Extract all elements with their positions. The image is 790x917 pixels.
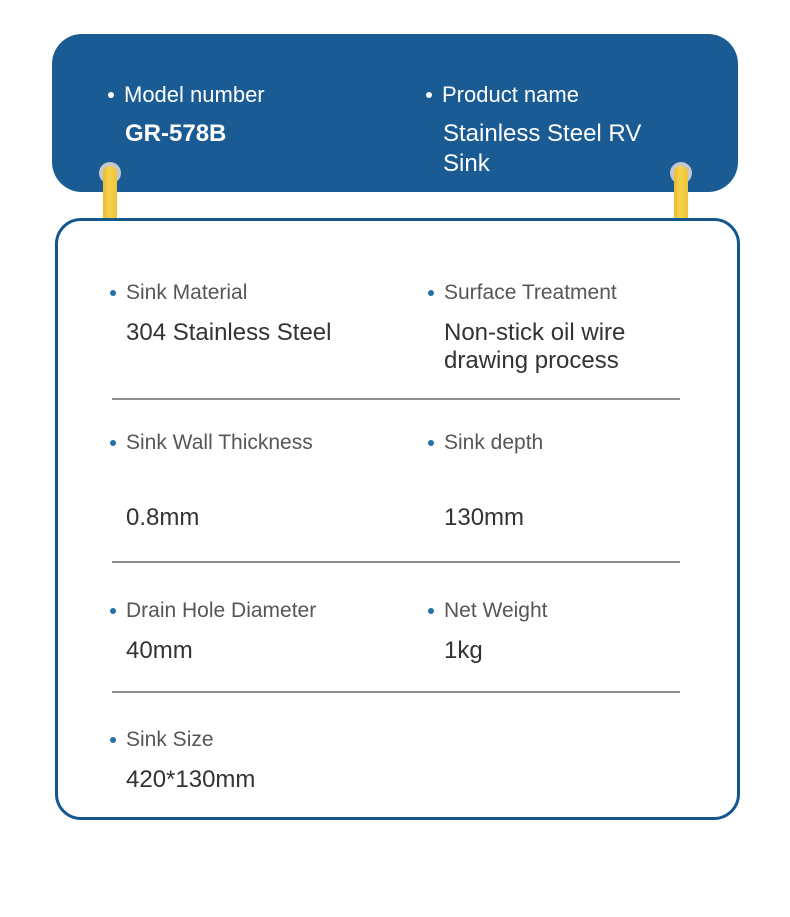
sink-material-value: 304 Stainless Steel	[126, 319, 332, 346]
net-weight-value: 1kg	[444, 637, 483, 664]
bullet-icon	[428, 608, 434, 614]
bullet-icon	[108, 92, 114, 98]
model-number-value: GR-578B	[125, 120, 227, 147]
header-card	[52, 34, 738, 192]
wall-thickness-value: 0.8mm	[126, 504, 200, 531]
header-product-name-label-row	[426, 82, 716, 108]
net-weight-label: Net Weight	[444, 599, 548, 622]
spec-cell-sink-depth	[428, 430, 673, 532]
spec-cell-wall-thickness	[110, 430, 365, 532]
bullet-icon	[426, 92, 432, 98]
sink-depth-label: Sink depth	[444, 431, 544, 454]
bullet-icon	[110, 608, 116, 614]
bullet-icon	[110, 440, 116, 446]
bullet-icon	[428, 290, 434, 296]
spec-cell-net-weight	[428, 598, 673, 665]
surface-treatment-label: Surface Treatment	[444, 281, 617, 304]
divider	[112, 691, 680, 693]
spec-cell-sink-material	[110, 280, 365, 347]
bullet-icon	[110, 737, 116, 743]
model-number-label: Model number	[124, 82, 265, 107]
divider	[112, 398, 680, 400]
product-name-value: Stainless Steel RV Sink	[443, 120, 642, 177]
spec-cell-drain-hole	[110, 598, 365, 665]
sink-size-label: Sink Size	[126, 728, 214, 751]
drain-hole-value: 40mm	[126, 637, 193, 664]
sink-size-value: 420*130mm	[126, 766, 256, 793]
header-model-number-block	[108, 82, 398, 149]
bullet-icon	[110, 290, 116, 296]
surface-treatment-value: Non-stick oil wire drawing process	[444, 319, 626, 374]
header-model-number-label-row	[108, 82, 398, 108]
spec-cell-surface-treatment	[428, 280, 673, 375]
sink-material-label: Sink Material	[126, 281, 248, 304]
bullet-icon	[428, 440, 434, 446]
drain-hole-label: Drain Hole Diameter	[126, 599, 317, 622]
wall-thickness-label: Sink Wall Thickness	[126, 431, 313, 454]
spec-cell-sink-size	[110, 727, 365, 794]
divider	[112, 561, 680, 563]
product-name-label: Product name	[442, 82, 579, 107]
spec-card	[55, 218, 740, 820]
sink-depth-value: 130mm	[444, 504, 525, 531]
